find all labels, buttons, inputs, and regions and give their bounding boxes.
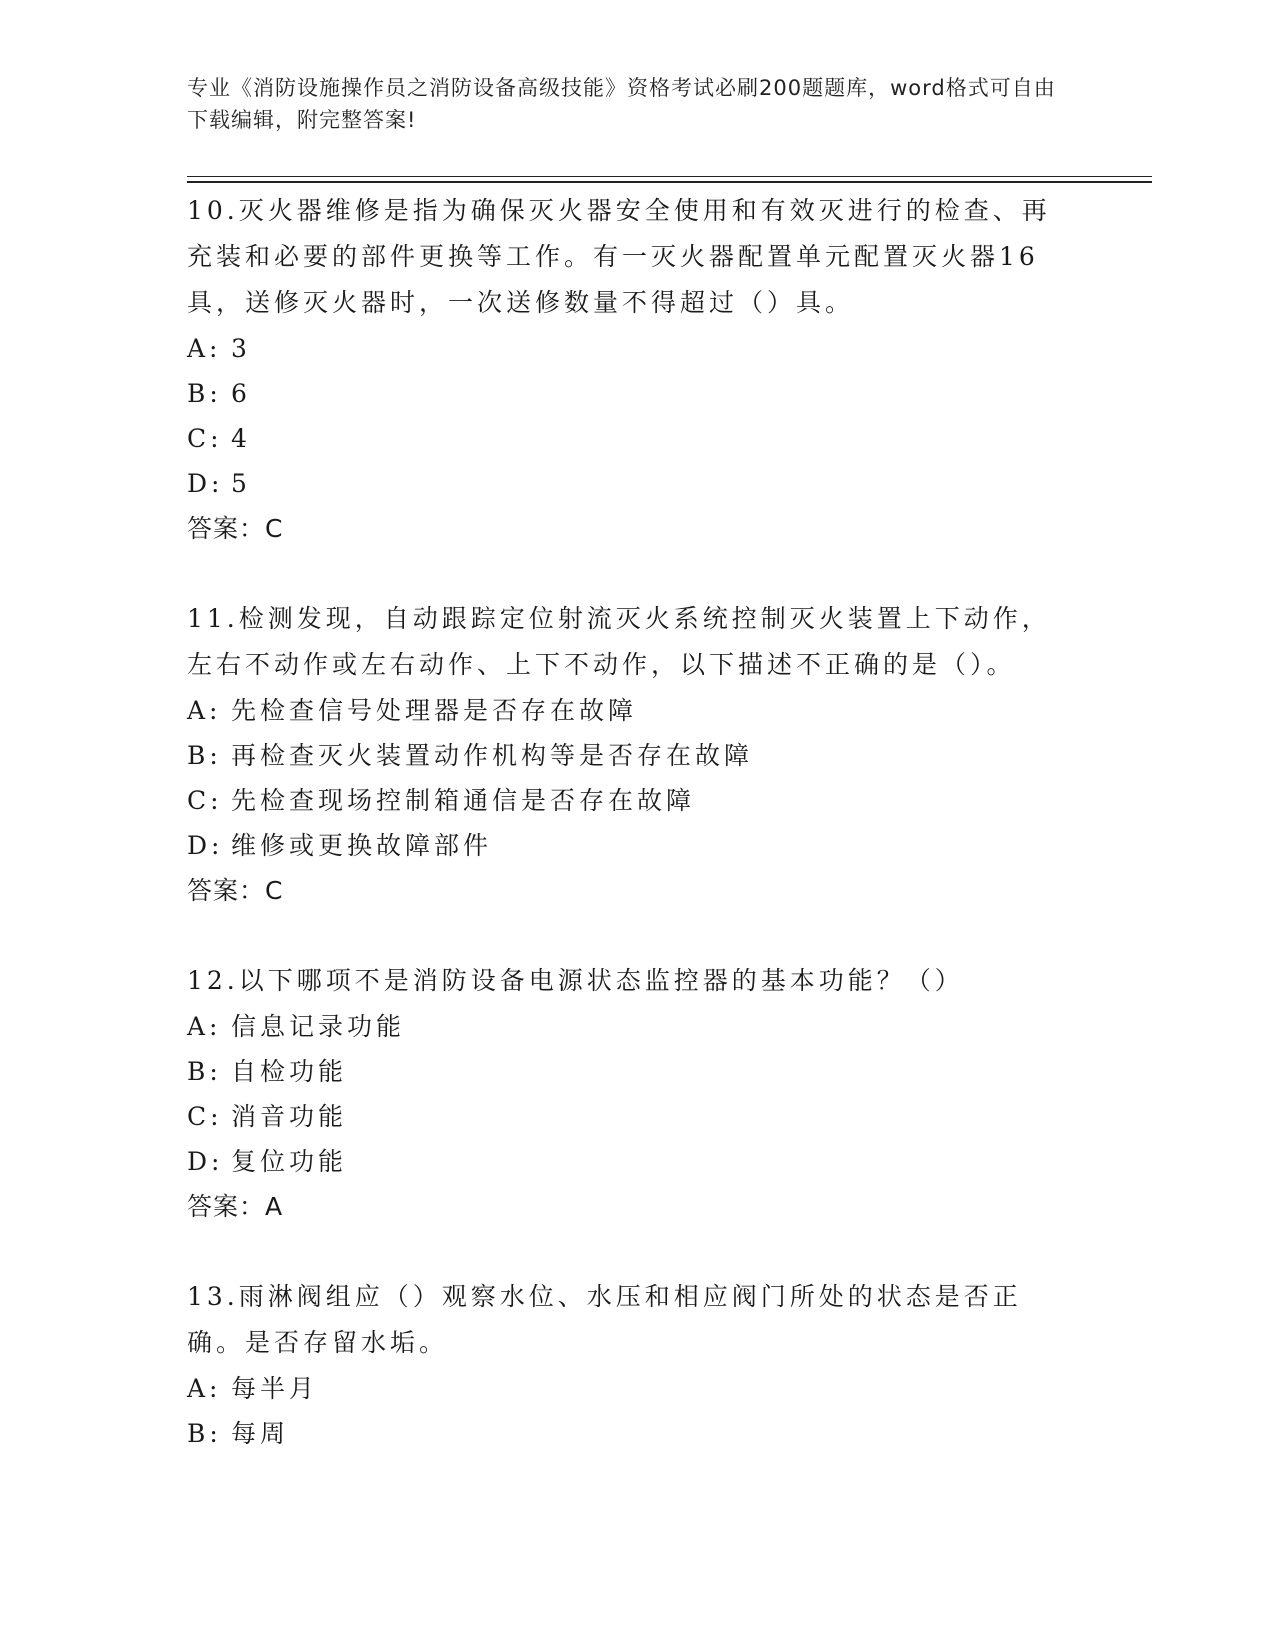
option-text: 每周: [231, 1419, 290, 1448]
question-list: [187, 188, 1077, 1456]
option-text: 复位功能: [231, 1147, 348, 1176]
question-stem: 13.雨淋阀组应（）观察水位、水压和相应阀门所处的状态是否正确。是否存留水垢。: [187, 1282, 1022, 1357]
answer-line: 答案：C: [187, 876, 284, 905]
option-c: [187, 1094, 1077, 1139]
option-key: B:: [187, 379, 222, 408]
option-a: [187, 326, 1077, 371]
option-key: D:: [187, 1147, 224, 1176]
question-11: [187, 596, 1077, 914]
option-text: 信息记录功能: [231, 1012, 406, 1041]
option-text: 4: [231, 424, 251, 453]
option-text: 每半月: [231, 1374, 319, 1403]
option-d: [187, 823, 1077, 868]
option-b: [187, 733, 1077, 778]
option-key: A:: [187, 1374, 222, 1403]
option-text: 消音功能: [231, 1102, 348, 1131]
question-10: [187, 188, 1077, 552]
option-key: A:: [187, 334, 222, 363]
option-text: 5: [231, 469, 251, 498]
option-d: [187, 1139, 1077, 1184]
option-b: [187, 371, 1077, 416]
option-b: [187, 1411, 1077, 1456]
option-a: [187, 1004, 1077, 1049]
header-divider-thick: [187, 181, 1152, 183]
answer-line: 答案：C: [187, 514, 284, 543]
option-key: D:: [187, 831, 224, 860]
option-text: 再检查灭火装置动作机构等是否存在故障: [231, 741, 754, 770]
option-key: B:: [187, 1057, 222, 1086]
option-key: C:: [187, 1102, 223, 1131]
option-c: [187, 778, 1077, 823]
question-spacer: [187, 1230, 1077, 1274]
option-text: 先检查信号处理器是否存在故障: [231, 696, 638, 725]
question-spacer: [187, 914, 1077, 958]
question-stem: 10.灭火器维修是指为确保灭火器安全使用和有效灭进行的检查、再充装和必要的部件更换等工作。有一灭火器配置单元配置灭火器16具，送修灭火器时，一次送修数量不得超过（）具。: [187, 196, 1051, 317]
answer-line: 答案：A: [187, 1192, 284, 1221]
option-key: C:: [187, 786, 223, 815]
option-a: [187, 1366, 1077, 1411]
option-key: A:: [187, 696, 222, 725]
option-c: [187, 416, 1077, 461]
option-b: [187, 1049, 1077, 1094]
option-key: A:: [187, 1012, 222, 1041]
option-text: 6: [231, 379, 251, 408]
option-key: B:: [187, 741, 222, 770]
question-12: [187, 958, 1077, 1230]
option-key: D:: [187, 469, 224, 498]
option-text: 3: [231, 334, 251, 363]
option-key: C:: [187, 424, 223, 453]
option-text: 先检查现场控制箱通信是否存在故障: [231, 786, 696, 815]
option-key: B:: [187, 1419, 222, 1448]
header-divider-thin: [187, 176, 1152, 177]
option-text: 自检功能: [231, 1057, 348, 1086]
option-d: [187, 461, 1077, 506]
option-text: 维修或更换故障部件: [231, 831, 493, 860]
question-spacer: [187, 552, 1077, 596]
question-13: [187, 1274, 1077, 1456]
option-a: [187, 688, 1077, 733]
question-stem: 11.检测发现，自动跟踪定位射流灭火系统控制灭火装置上下动作，左右不动作或左右动作、上下不动作，以下描述不正确的是（）。: [187, 604, 1051, 679]
question-stem: 12.以下哪项不是消防设备电源状态监控器的基本功能？（）: [187, 966, 964, 995]
document-header: 专业《消防设施操作员之消防设备高级技能》资格考试必刷200题题库，word格式可自由下载编辑，附完整答案!: [187, 76, 1056, 132]
